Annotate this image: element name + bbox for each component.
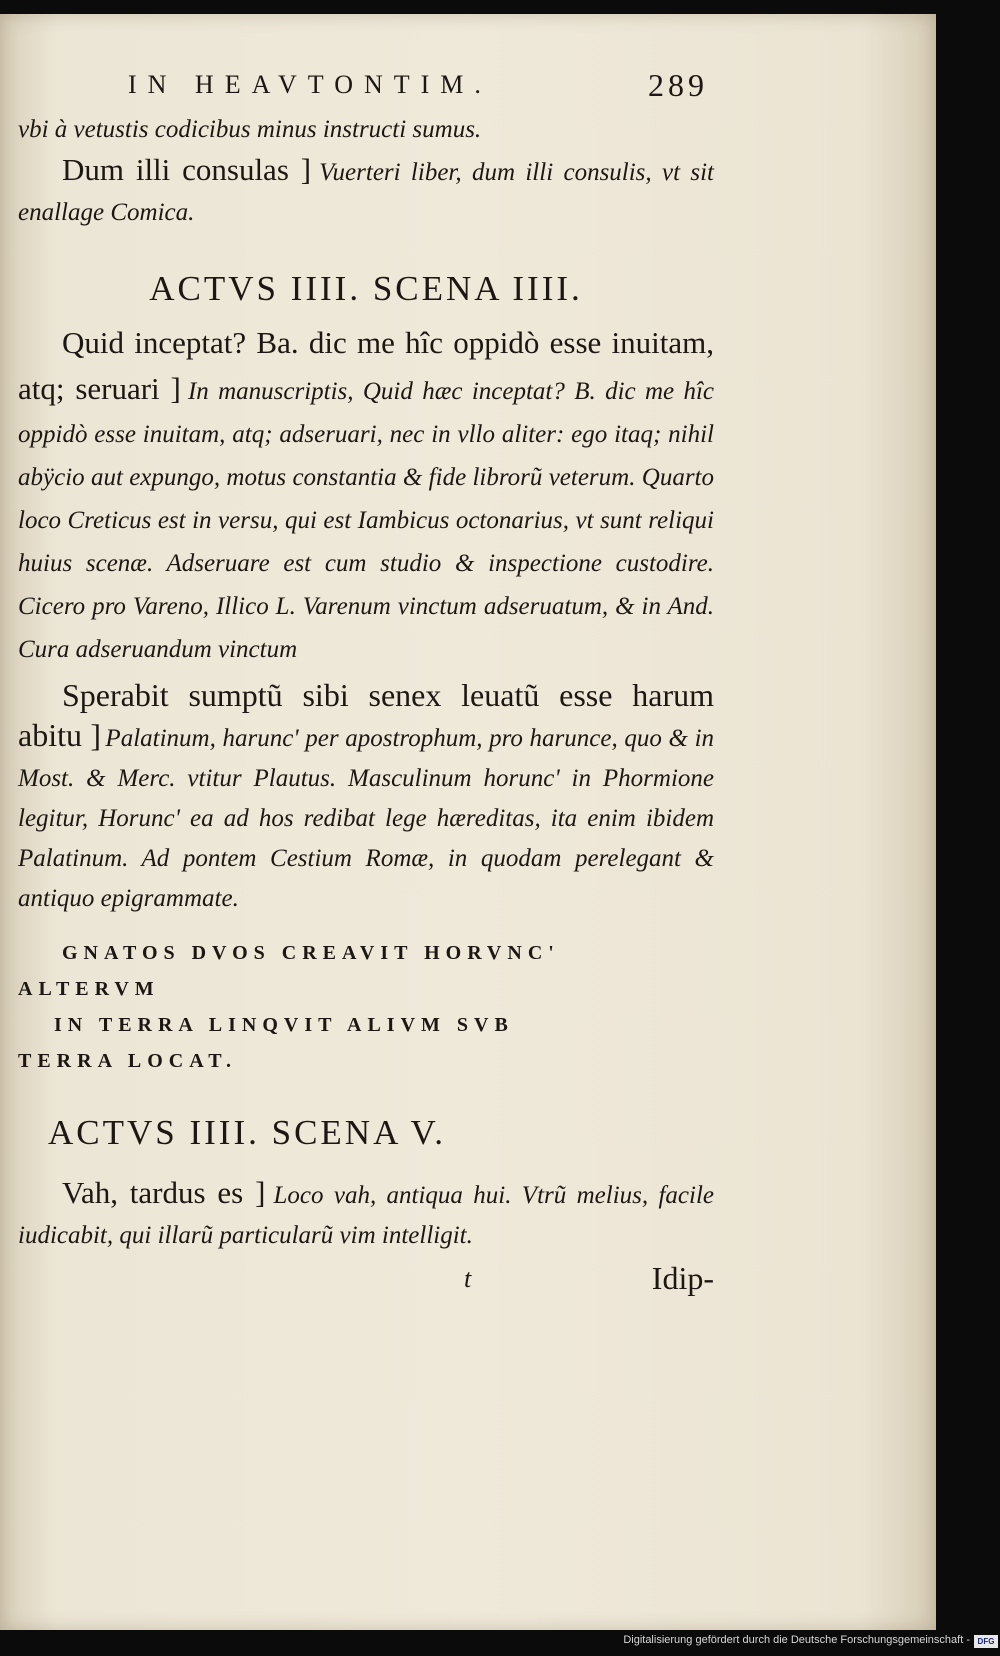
lemma: Sperabit sumptũ sibi senex leuatũ esse harum abitu ] <box>18 677 714 753</box>
book-page <box>0 14 936 1630</box>
epigram-line: TERRA LOCAT. <box>18 1050 238 1072</box>
dfg-logo-icon: DFG <box>974 1635 998 1648</box>
catchword-line <box>18 1260 714 1304</box>
epigram-line: ALTERVM <box>18 978 160 1000</box>
act-scene-heading: ACTVS IIII. SCENA V. <box>48 1113 447 1152</box>
paragraph-sperabit <box>18 675 714 919</box>
running-head-title: IN HEAVTONTIM. <box>128 70 492 99</box>
paragraph-continuation: vbi à vetustis codicibus minus instructi sumus. <box>18 116 482 143</box>
signature-mark: t <box>464 1264 472 1293</box>
act-scene-heading: ACTVS IIII. SCENA IIII. <box>149 269 583 308</box>
commentary: Palatinum, harunc' per apostrophum, pro harunce, quo & in Most. & Merc. vtitur Plautus. Masculinum horunc' in Phormione legitur, Horunc' ea ad hos redibat lege hæreditas, ita enim ibidem Palatinum. Ad pontem Cestium Romæ, in quodam perelegant & antiquo epigrammate. <box>18 725 715 912</box>
epigram-line: IN TERRA LINQVIT ALIVM SVB <box>54 1014 514 1036</box>
footer-text: Digitalisierung gefördert durch die Deutsche Forschungsgemeinschaft - <box>623 1634 970 1646</box>
digitization-footer <box>0 1634 1000 1652</box>
epigram-line: GNATOS DVOS CREAVIT HORVNC' <box>62 942 560 964</box>
paragraph-vah-tardus <box>18 1173 714 1256</box>
page-number: 289 <box>648 67 708 103</box>
commentary: Vuerteri liber, dum illi consulis, vt sit enallage Comica. <box>18 159 714 226</box>
lemma: Dum illi consulas ] <box>62 152 312 187</box>
lemma: Quid inceptat? Ba. dic me hîc oppidò esse inuitam, atq; seruari ] <box>18 325 714 406</box>
paragraph-dum-illi <box>18 150 714 233</box>
text-block <box>18 60 714 1304</box>
commentary: Loco vah, antiqua hui. Vtrũ melius, facile iudicabit, qui illarũ particularũ vim intelligit. <box>18 1182 714 1249</box>
lemma: Vah, tardus es ] <box>62 1175 266 1210</box>
paragraph-quid-inceptat <box>18 323 714 673</box>
commentary: In manuscriptis, Quid hæc inceptat? B. dic me hîc oppidò esse inuitam, atq; adseruari, nec in vllo aliter: ego itaq; nihil abÿcio aut expungo, motus constantia & fide librorũ veterum. Quarto loco Creticus est in versu, qui est Iambicus octonarius, vt sunt reliqui huius scenæ. Adseruare est cum studio & inspectione custodire. Cicero pro Vareno, Illico L. Varenum vinctum adseruatum, & in And. Cura adseruandum vinctum <box>18 378 714 663</box>
catchword: Idip- <box>651 1260 714 1296</box>
running-header <box>18 60 714 110</box>
